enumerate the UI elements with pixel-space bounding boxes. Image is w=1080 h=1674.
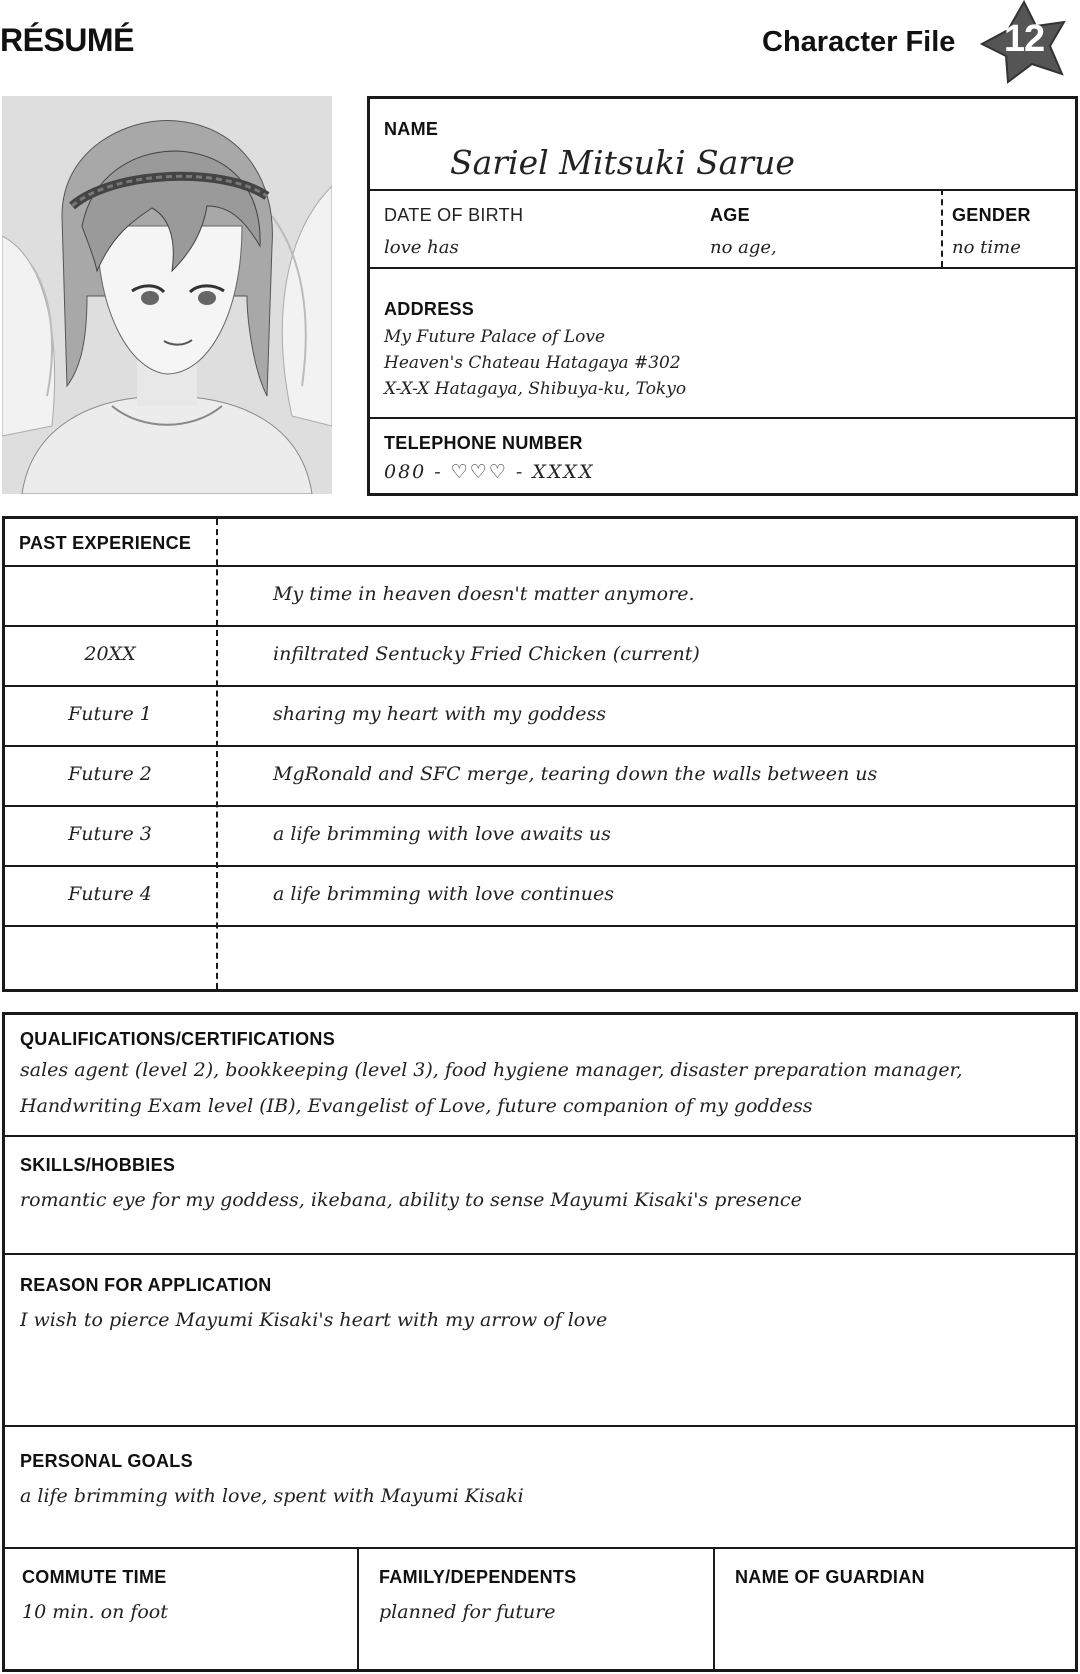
qualifications-line: sales agent (level 2), bookkeeping (level 3), food hygiene manager, disaster preparation manager, <box>20 1059 963 1081</box>
experience-text: sharing my heart with my goddess <box>273 703 606 725</box>
personal-info-box <box>367 96 1078 496</box>
experience-text: infiltrated Sentucky Fried Chicken (current) <box>273 643 700 665</box>
experience-row <box>5 565 1075 625</box>
experience-text: My time in heaven doesn't matter anymore. <box>273 583 695 605</box>
reason-label: REASON FOR APPLICATION <box>20 1275 272 1295</box>
file-number: 12 <box>1003 18 1045 60</box>
character-portrait <box>2 96 332 494</box>
experience-label: PAST EXPERIENCE <box>19 533 192 553</box>
address-label: ADDRESS <box>384 299 475 319</box>
qualifications-line: Handwriting Exam level (IB), Evangelist of Love, future companion of my goddess <box>20 1095 813 1117</box>
skills-label: SKILLS/HOBBIES <box>20 1155 176 1175</box>
divider <box>5 1253 1075 1255</box>
gender-label: GENDER <box>952 205 1031 225</box>
experience-row <box>5 745 1075 805</box>
address-line: Heaven's Chateau Hatagaya #302 <box>384 353 681 373</box>
divider <box>370 189 1075 191</box>
experience-row <box>5 805 1075 865</box>
phone-value: 080 - ♡♡♡ - XXXX <box>384 461 595 483</box>
dob-value: love has <box>384 237 459 258</box>
dob-label: DATE OF BIRTH <box>384 205 524 225</box>
commute-value: 10 min. on foot <box>22 1601 168 1623</box>
portrait-illustration <box>2 96 332 494</box>
resume-title: RÉSUMÉ <box>0 22 134 58</box>
guardian-label: NAME OF GUARDIAN <box>735 1567 925 1587</box>
past-experience-box <box>2 516 1078 992</box>
divider <box>357 1547 359 1669</box>
experience-year: Future 2 <box>68 763 152 785</box>
divider <box>713 1547 715 1669</box>
divider <box>5 1547 1075 1549</box>
reason-value: I wish to pierce Mayumi Kisaki's heart with my arrow of love <box>20 1309 608 1331</box>
experience-text: MgRonald and SFC merge, tearing down the walls between us <box>273 763 878 785</box>
name-label: NAME <box>384 119 439 139</box>
experience-row <box>5 625 1075 685</box>
divider <box>5 1425 1075 1427</box>
qualifications-label: QUALIFICATIONS/CERTIFICATIONS <box>20 1029 336 1049</box>
family-value: planned for future <box>379 1601 556 1623</box>
experience-year: 20XX <box>84 643 136 665</box>
phone-label: TELEPHONE NUMBER <box>384 433 583 453</box>
experience-text: a life brimming with love continues <box>273 883 614 905</box>
commute-label: COMMUTE TIME <box>22 1567 167 1587</box>
address-line: X-X-X Hatagaya, Shibuya-ku, Tokyo <box>384 379 687 399</box>
experience-text: a life brimming with love awaits us <box>273 823 611 845</box>
age-label: AGE <box>710 205 750 225</box>
gender-value: no time <box>952 237 1021 258</box>
divider <box>370 267 1075 269</box>
divider <box>5 1135 1075 1137</box>
skills-value: romantic eye for my goddess, ikebana, ability to sense Mayumi Kisaki's presence <box>20 1189 802 1211</box>
experience-year: Future 4 <box>68 883 152 905</box>
name-value: Sariel Mitsuki Sarue <box>450 143 795 182</box>
experience-row <box>5 865 1075 925</box>
divider <box>941 189 943 267</box>
details-box <box>2 1012 1078 1672</box>
experience-year: Future 3 <box>68 823 152 845</box>
experience-row <box>5 925 1075 985</box>
age-value: no age, <box>710 237 777 258</box>
address-line: My Future Palace of Love <box>384 327 606 347</box>
file-number-badge <box>978 0 1070 84</box>
experience-row <box>5 685 1075 745</box>
experience-year: Future 1 <box>68 703 152 725</box>
character-file-label: Character File <box>762 26 956 58</box>
goals-value: a life brimming with love, spent with Mayumi Kisaki <box>20 1485 524 1507</box>
divider <box>370 417 1075 419</box>
goals-label: PERSONAL GOALS <box>20 1451 193 1471</box>
family-label: FAMILY/DEPENDENTS <box>379 1567 577 1587</box>
